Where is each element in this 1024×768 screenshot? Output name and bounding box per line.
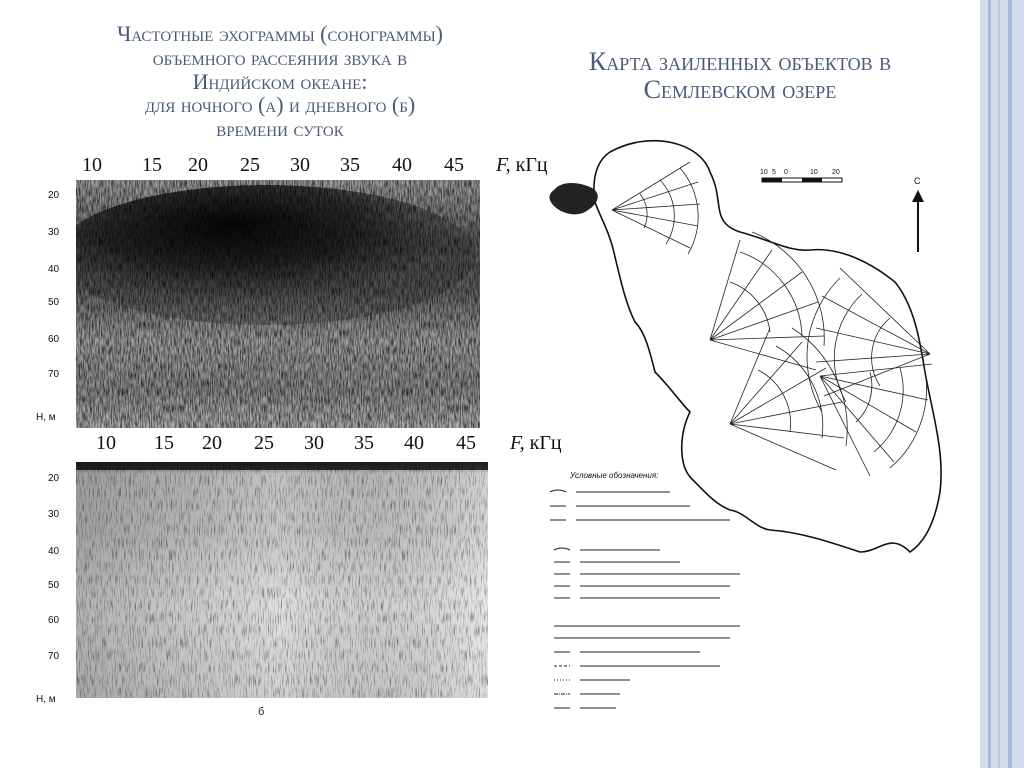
depth-tick: 30 [48, 227, 60, 238]
scale-label: 20 [832, 169, 840, 176]
depth-tick: 40 [48, 546, 60, 557]
depth-tick: 50 [48, 297, 60, 308]
legend-title: Условные обозначения: [570, 471, 659, 480]
freq-tick: 15 [154, 432, 174, 454]
depth-tick: 60 [48, 334, 60, 345]
frequency-axis-bottom [0, 432, 600, 458]
scale-label: 10 [810, 169, 818, 176]
legend [550, 471, 740, 708]
side-stripe [988, 0, 991, 768]
title-line: Индийском океане: [192, 68, 368, 94]
freq-tick: 45 [444, 154, 464, 176]
freq-tick: 45 [456, 432, 476, 454]
freq-tick: 10 [82, 154, 102, 176]
scale-label: 10 [760, 169, 768, 176]
north-arrow [912, 176, 924, 252]
right-slide-title [520, 48, 960, 104]
island [550, 183, 598, 214]
freq-tick: 40 [404, 432, 424, 454]
depth-tick: 60 [48, 615, 60, 626]
echogram-surface-line [76, 462, 488, 470]
depth-tick: 40 [48, 264, 60, 275]
freq-tick: 25 [254, 432, 274, 454]
fan-1 [612, 162, 700, 254]
depth-tick: 50 [48, 580, 60, 591]
freq-tick: 40 [392, 154, 412, 176]
title-line: для ночного (а) и дневного (б) [144, 92, 416, 118]
echogram-day-image [76, 462, 488, 698]
freq-unit-var: F, [496, 154, 511, 176]
title-line: объемного рассеяния звука в [152, 44, 408, 70]
freq-tick: 30 [290, 154, 310, 176]
echogram-grain [76, 180, 480, 428]
freq-tick: 30 [304, 432, 324, 454]
title-line: Карта заиленных объектов в [588, 47, 892, 76]
title-line: Частотные эхограммы (сонограммы) [117, 21, 443, 46]
depth-axis-label: Н, м [36, 694, 56, 705]
depth-tick: 70 [48, 651, 60, 662]
echogram-grain [76, 462, 488, 698]
depth-axis-label: Н, м [36, 412, 56, 423]
fan-3 [807, 268, 930, 412]
scale-label: 0 [784, 169, 788, 176]
title-line: времени суток [216, 116, 344, 141]
side-stripe [1008, 0, 1012, 768]
echogram-night-image [76, 180, 480, 428]
north-label: С [914, 176, 921, 186]
freq-tick: 20 [202, 432, 222, 454]
panel-caption-b: б [258, 706, 265, 718]
depth-tick: 20 [48, 473, 60, 484]
title-line: Семлевском озере [643, 75, 837, 105]
freq-unit-text: кГц [515, 154, 548, 176]
scale-bar [762, 178, 842, 182]
frequency-axis-top [0, 154, 600, 180]
side-decoration-bar [980, 0, 1024, 768]
fan-4 [730, 328, 847, 470]
depth-tick: 70 [48, 369, 60, 380]
freq-unit-var: F, [510, 432, 525, 454]
scale-label: 5 [772, 169, 776, 176]
freq-tick: 10 [96, 432, 116, 454]
left-slide-title [30, 22, 530, 141]
freq-tick: 35 [354, 432, 374, 454]
freq-unit-text: кГц [529, 432, 562, 454]
freq-tick: 25 [240, 154, 260, 176]
freq-tick: 20 [188, 154, 208, 176]
lake-map [540, 132, 950, 732]
side-stripe [998, 0, 1000, 768]
freq-tick: 15 [142, 154, 162, 176]
depth-tick: 20 [48, 190, 60, 201]
lake-outline [594, 141, 941, 552]
depth-tick: 30 [48, 509, 60, 520]
freq-tick: 35 [340, 154, 360, 176]
